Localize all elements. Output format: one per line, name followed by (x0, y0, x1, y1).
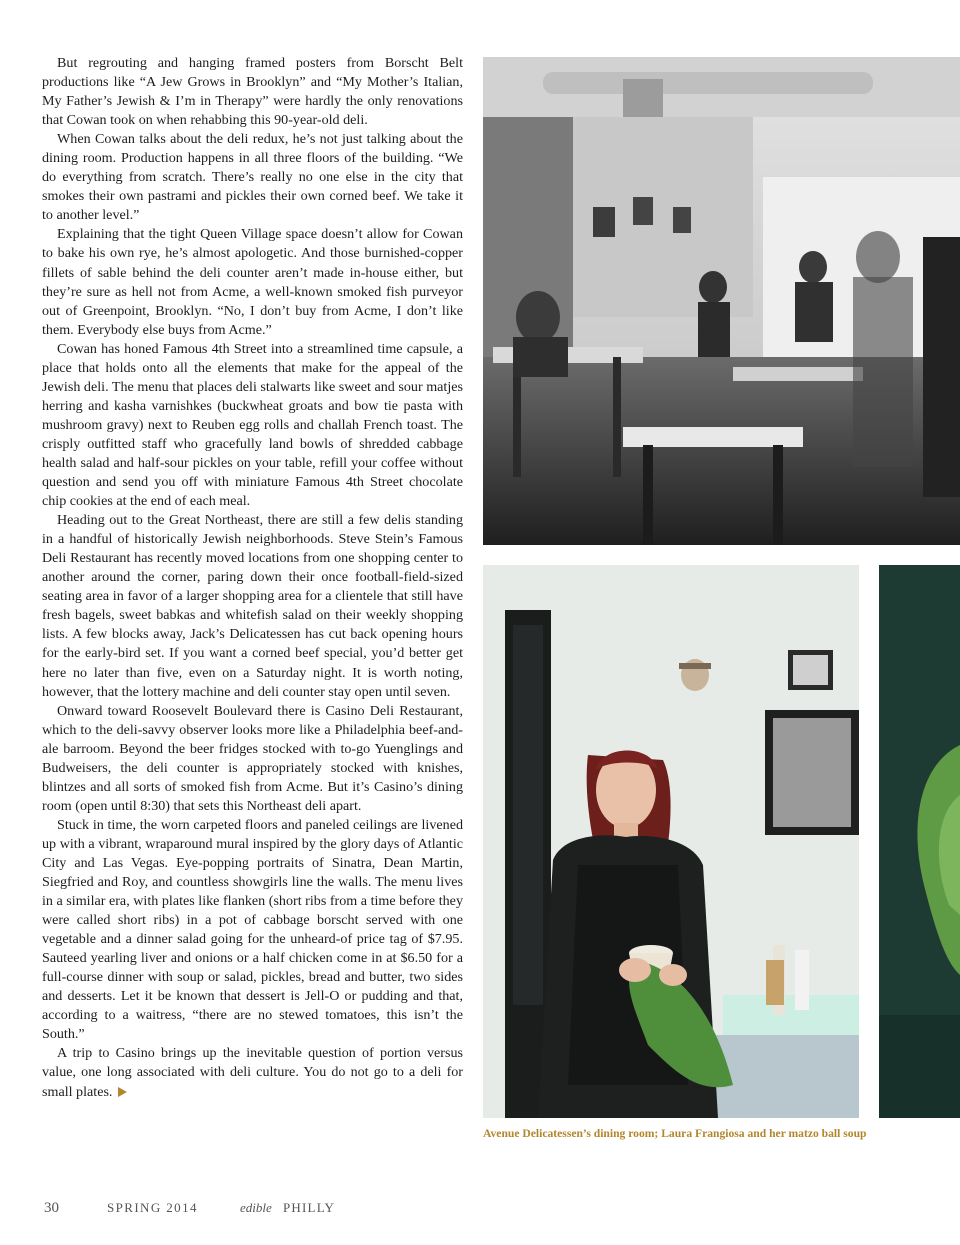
portrait-illustration (483, 565, 859, 1118)
portrait-photo (483, 565, 859, 1118)
spread-edge-photo (879, 565, 960, 1118)
issue-label: SPRING 2014 (107, 1200, 198, 1215)
dining-room-photo (483, 57, 960, 545)
article-body (42, 54, 463, 1102)
article-paragraph: Onward toward Roosevelt Boulevard there is Casino Deli Restaurant, which to the deli-savvy observer looks more like a Philadelphia beef-and-ale barroom. Beyond the beer fridges stocked with to-go Yuenglings and Budweisers, the deli counter is appropriately stocked with knishes, blintzes and all sorts of smoked fish from Acme. But it’s Casino’s dining room (open until 8:30) that sets this Northeast deli apart. (42, 702, 463, 814)
brand-edible: edible (240, 1200, 272, 1215)
continue-arrow-icon (118, 1087, 127, 1097)
article-paragraph-text: A trip to Casino brings up the inevitable question of portion versus value, one long associated with deli culture. You do not go to a deli for small plates. (42, 1045, 463, 1100)
spread-edge-illustration (879, 565, 960, 1118)
article-paragraph-last (42, 1044, 463, 1101)
page-footer (0, 1200, 960, 1220)
page-number: 30 (44, 1200, 59, 1216)
article-paragraph: Explaining that the tight Queen Village space doesn’t allow for Cowan to bake his own rye, he’s almost apologetic. And those burnished-copper fillets of sable behind the deli counter aren’t made in-house either, but they’re sure as hell not from Acme, a well-known smoked fish purveyor out of Greenpoint, Brooklyn. “No, I don’t buy from Acme, I don’t like them. Everybody else buys from Acme.” (42, 226, 463, 338)
article-paragraph: But regrouting and hanging framed posters from Borscht Belt productions like “A Jew Grows in Brooklyn” and “My Mother’s Italian, My Father’s Jewish & I’m in Therapy” were hardly the only renovations that Cowan took on when rehabbing this 90-year-old deli. (42, 55, 463, 129)
article-paragraph: Cowan has honed Famous 4th Street into a streamlined time capsule, a place that holds onto all the elements that make for the appeal of the Jewish deli. The menu that places deli stalwarts like sweet and sour matjes herring and kasha varnishkes (buckwheat groats and bow tie pasta with mushroom gravy) next to Reuben egg rolls and challah French toast. The crisply outfitted staff who gracefully land bowls of shredded cabbage health salad and half-sour pickles on your table, refill your coffee without question and send you off with miniature Famous 4th Street chocolate chip cookies at the end of each meal. (42, 340, 463, 510)
dining-room-illustration (483, 57, 960, 545)
article-paragraph: Stuck in time, the worn carpeted floors and paneled ceilings are livened up with a vibrant, wraparound mural inspired by the glory days of Atlantic City and Las Vegas. Eye-popping portraits of Sinatra, Dean Martin, Siegfried and Roy, and countless showgirls line the walls. The menu lives in a similar era, with plates like flanken (short ribs from a time before they were called short ribs) in a pot of cabbage borscht served with one vegetable and a dinner salad going for the unheard-of price tag of $7.95. Sauteed yearling liver and onions or a half chicken come in at $6.50 for a full-course dinner with soup or salad, pickles, bread and butter, two sides and desserts. Let it be known that dessert is Jell-O or pudding and that, according to a waitress, “there are no stewed tomatoes, this isn’t the South.” (42, 816, 463, 1043)
article-paragraph: Heading out to the Great Northeast, there are still a few delis standing in a handful of historically Jewish neighborhoods. Steve Stein’s Famous Deli Restaurant has recently moved locations from one shopping center to another around the corner, paring down their once football-field-sized seating area in favor of a larger shopping area for a clientele that still have fresh bagels, sweet babkas and whitefish salad on their weekly shopping lists. A few blocks away, Jack’s Delicatessen has cut back opening hours for the early-bird set. If you want a corned beef special, you’d better get here no later than five, even on a Saturday night. It is worth noting, however, that the lottery machine and deli counter stay open until seven. (42, 512, 463, 700)
article-paragraph: When Cowan talks about the deli redux, he’s not just talking about the dining room. Production happens in all three floors of the building. “We do everything from scratch. There’s really no one else in the city that smokes their own pastrami and pickles their own corned beef. We take it to another level.” (42, 131, 463, 224)
brand-philly: PHILLY (283, 1200, 336, 1215)
photo-caption: Avenue Delicatessen’s dining room; Laura Frangiosa and her matzo ball soup (483, 1127, 867, 1140)
